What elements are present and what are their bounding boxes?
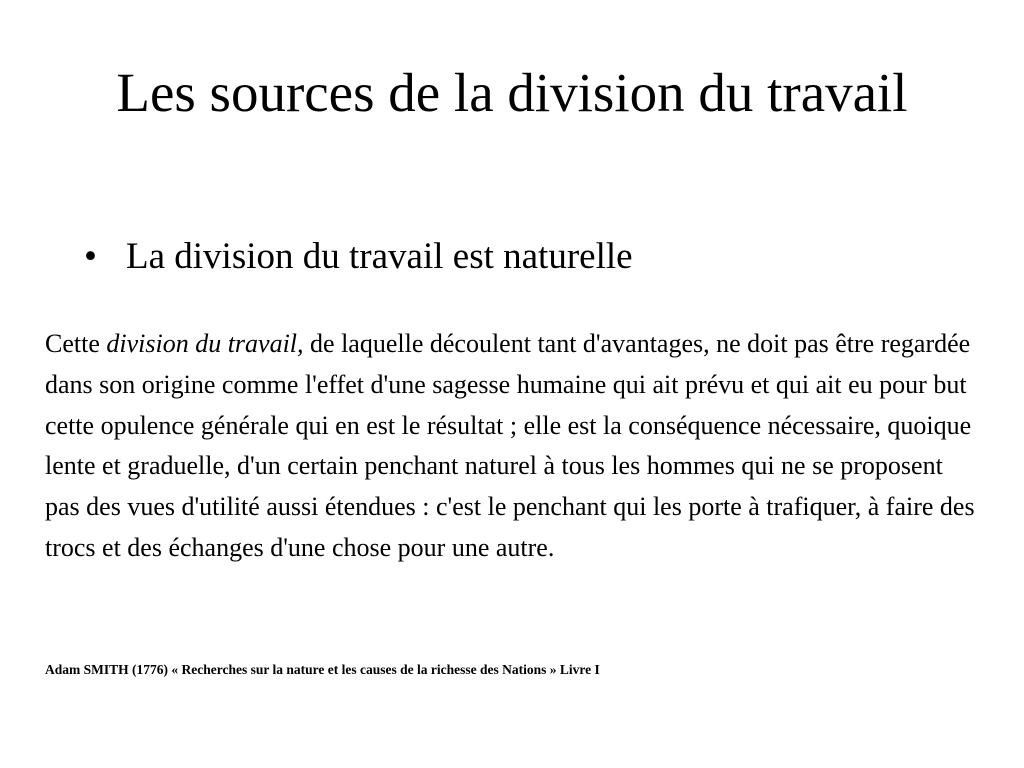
- quote-emphasis: division du travail,: [106, 329, 304, 358]
- quote-lead: Cette: [45, 329, 107, 358]
- quote-paragraph: [45, 324, 980, 569]
- bullet-item: [84, 232, 633, 282]
- bullet-text: La division du travail est naturelle: [126, 236, 633, 277]
- citation: Adam SMITH (1776) « Recherches sur la nature et les causes de la richesse des Nations » Livre I: [45, 662, 600, 677]
- quote-body: de laquelle découlent tant d'avantages, ne doit pas être regardée dans son origine comme l'effet d'une sagesse humaine qui ait prévu et qui ait eu pour but cette opulence générale qui en est le résultat ; elle est la conséquence nécessaire, quoique lente et graduelle, d'un certain penchant naturel à tous les hommes qui ne se proposent pas des vues d'utilité aussi étendues : c'est le penchant qui les porte à trafiquer, à faire des trocs et des échanges d'une chose pour une autre.: [45, 329, 975, 562]
- bullet-list: [84, 232, 633, 282]
- bullet-marker: •: [84, 236, 97, 277]
- slide-title: Les sources de la division du travail: [116, 62, 908, 123]
